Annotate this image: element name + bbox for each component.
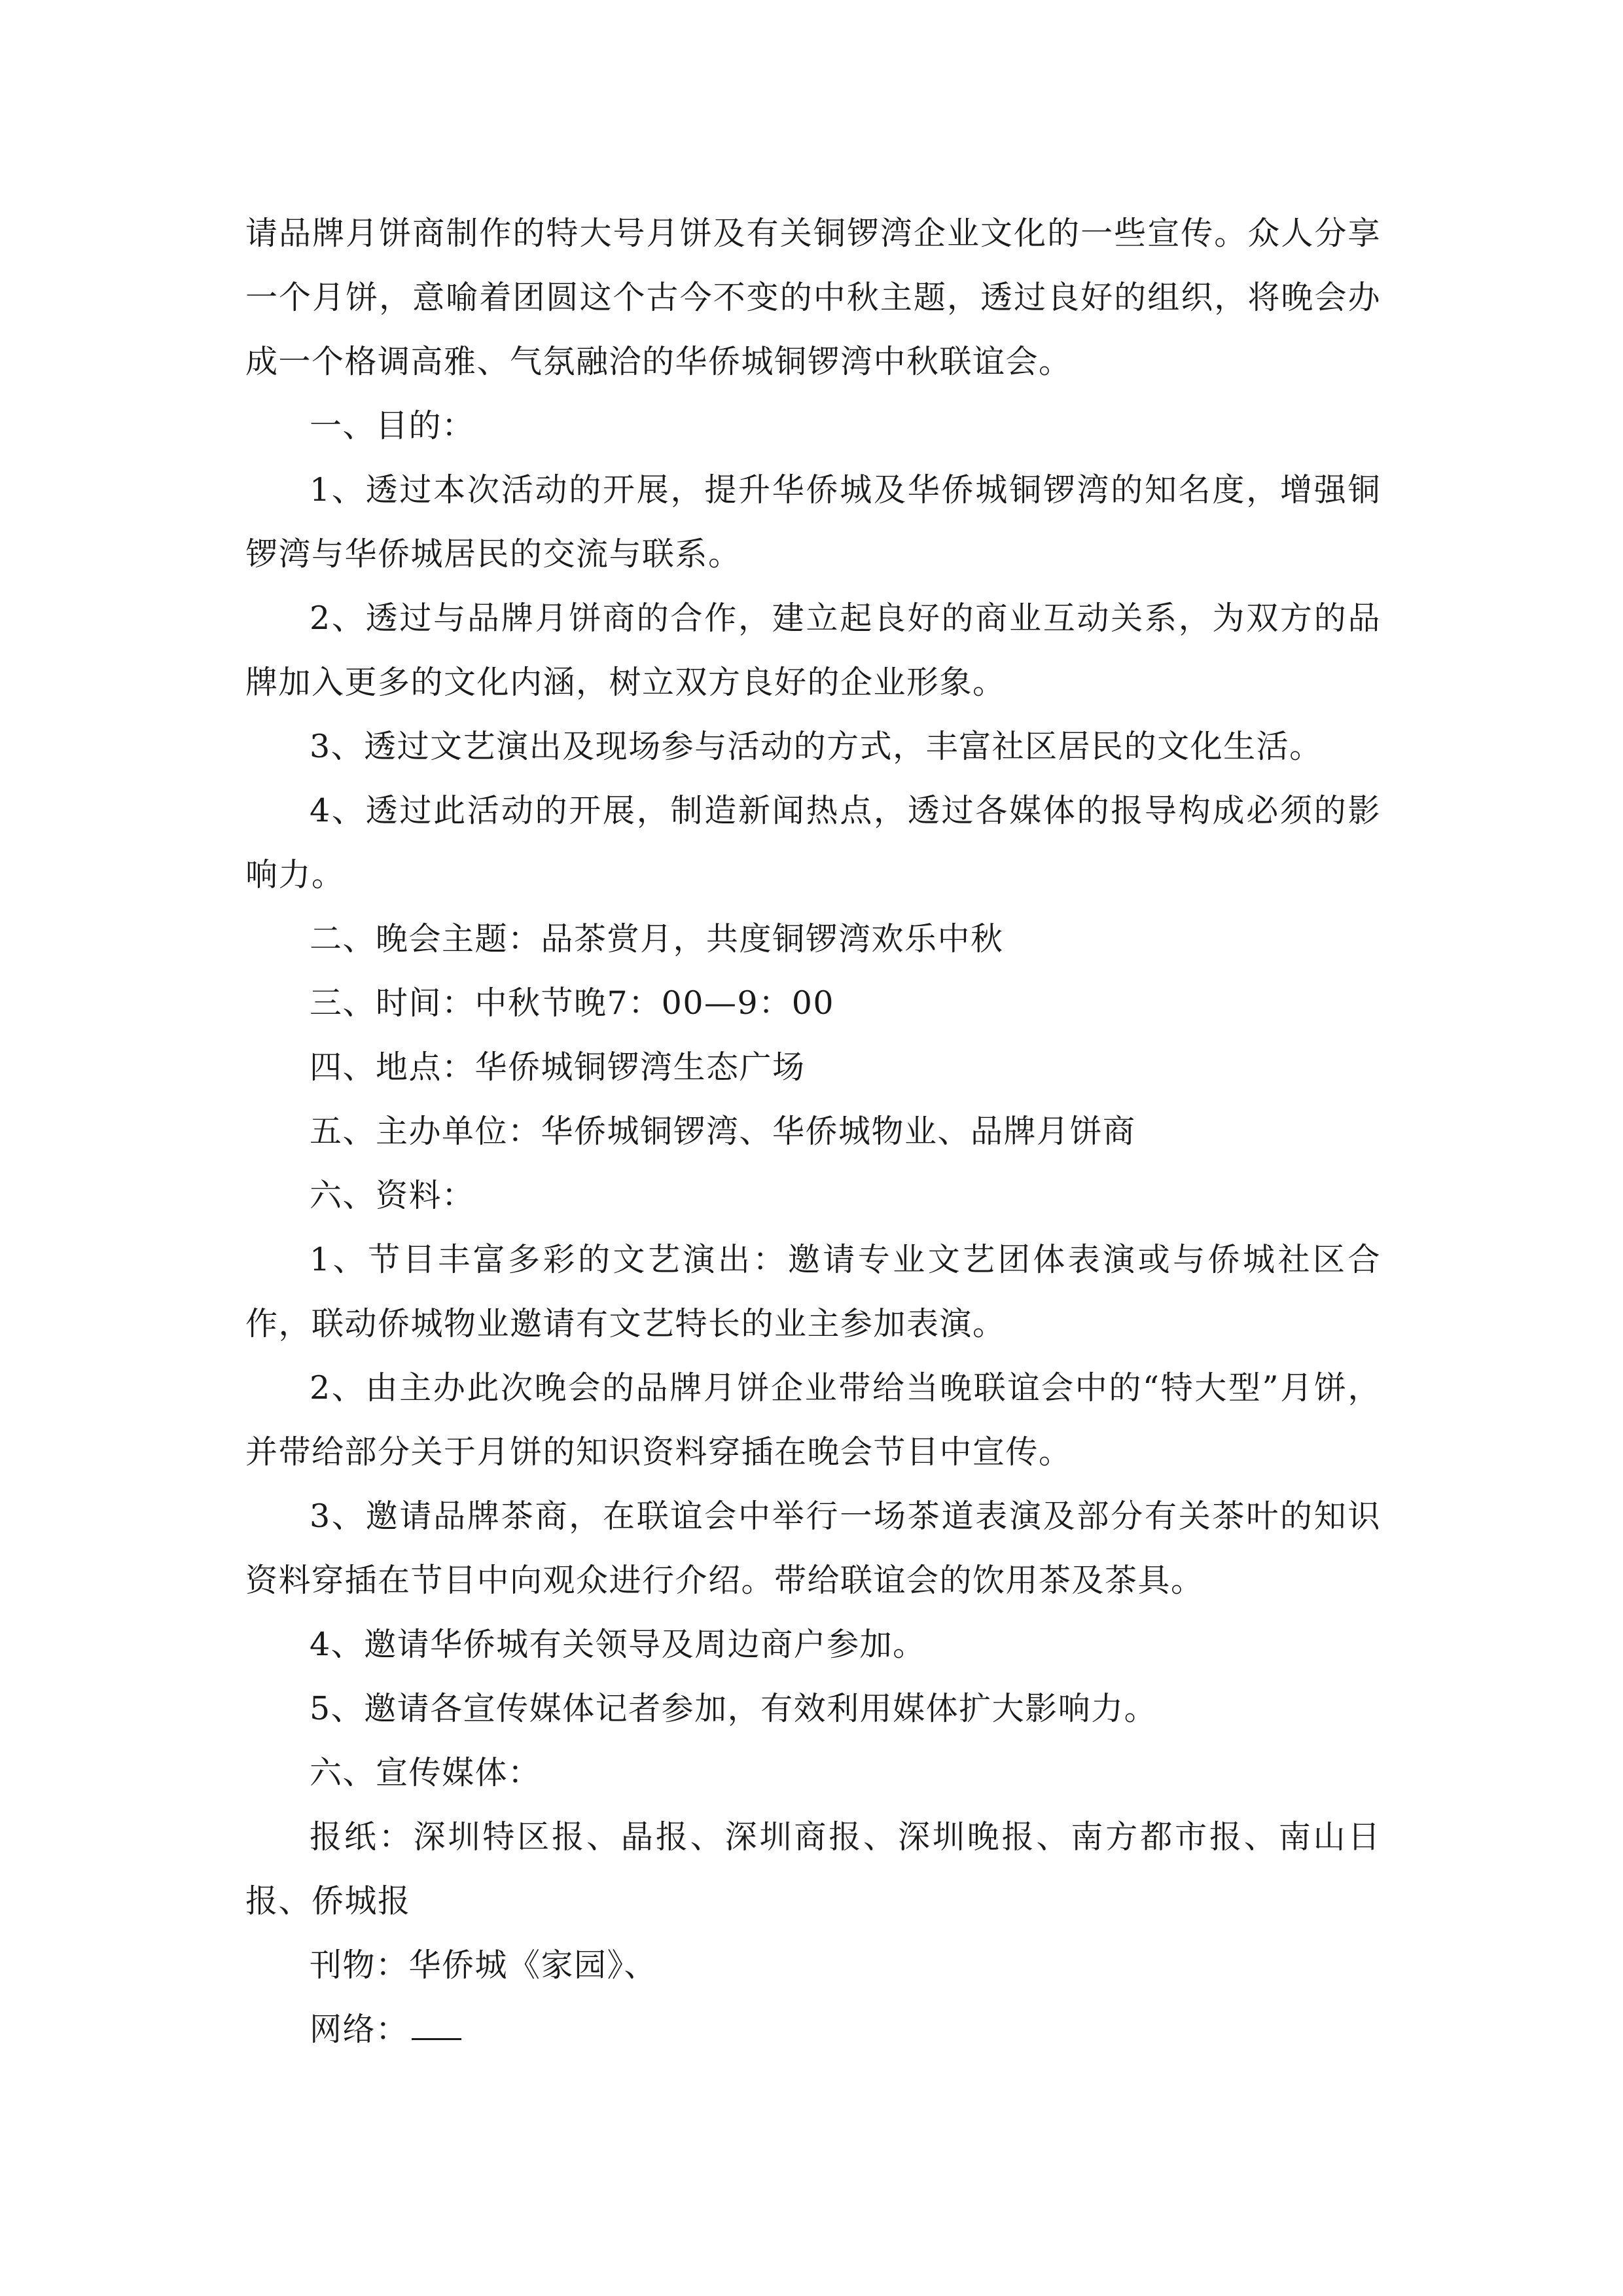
paragraph-intro: 请品牌月饼商制作的特大号月饼及有关铜锣湾企业文化的一些宣传。众人分享一个月饼，意喻着团圆这个古今不变的中秋主题，透过良好的组织，将晚会办成一个格调高雅、气氛融洽的华侨城铜锣湾中秋联谊会。 (245, 215, 1381, 380)
media-network-line (245, 1998, 1381, 2062)
media-periodicals: 刊物：华侨城《家园》、 (310, 1946, 658, 1984)
section-heading-materials: 六、资料： (310, 1177, 475, 1214)
section-time: 三、时间：中秋节晚7：00—9：00 (310, 984, 835, 1022)
purpose-item-3: 3、透过文艺演出及现场参与活动的方式，丰富社区居民的文化生活。 (310, 728, 1323, 765)
purpose-item-4: 4、透过此活动的开展，制造新闻热点，透过各媒体的报导构成必须的影响力。 (245, 792, 1381, 893)
media-network-label: 网络： (310, 2011, 409, 2048)
materials-item-1: 1、节目丰富多彩的文艺演出：邀请专业文艺团体表演或与侨城社区合作，联动侨城物业邀请有文艺特长的业主参加表演。 (245, 1241, 1381, 1342)
materials-item-4: 4、邀请华侨城有关领导及周边商户参加。 (310, 1626, 926, 1663)
document-body (245, 202, 1381, 2062)
section-organizers: 五、主办单位：华侨城铜锣湾、华侨城物业、品牌月饼商 (310, 1113, 1136, 1150)
section-location: 四、地点：华侨城铜锣湾生态广场 (310, 1049, 806, 1086)
section-heading-purpose: 一、目的： (310, 407, 475, 444)
section-heading-media: 六、宣传媒体： (310, 1754, 541, 1791)
media-newspapers: 报纸：深圳特区报、晶报、深圳商报、深圳晚报、南方都市报、南山日报、侨城报 (245, 1818, 1381, 1920)
purpose-item-2: 2、透过与品牌月饼商的合作，建立起良好的商业互动关系，为双方的品牌加入更多的文化内涵，树立双方良好的企业形象。 (245, 600, 1381, 701)
materials-item-5: 5、邀请各宣传媒体记者参加，有效利用媒体扩大影响力。 (310, 1690, 1158, 1727)
materials-item-3: 3、邀请品牌茶商，在联谊会中举行一场茶道表演及部分有关茶叶的知识资料穿插在节目中向观众进行介绍。带给联谊会的饮用茶及茶具。 (245, 1498, 1381, 1599)
section-theme: 二、晚会主题：品茶赏月，共度铜锣湾欢乐中秋 (310, 920, 1004, 958)
materials-item-2: 2、由主办此次晚会的品牌月饼企业带给当晚联谊会中的“特大型”月饼，并带给部分关于月饼的知识资料穿插在晚会节目中宣传。 (245, 1369, 1381, 1471)
blank-underline (412, 2012, 461, 2040)
purpose-item-1: 1、透过本次活动的开展，提升华侨城及华侨城铜锣湾的知名度，增强铜锣湾与华侨城居民的交流与联系。 (245, 471, 1381, 573)
